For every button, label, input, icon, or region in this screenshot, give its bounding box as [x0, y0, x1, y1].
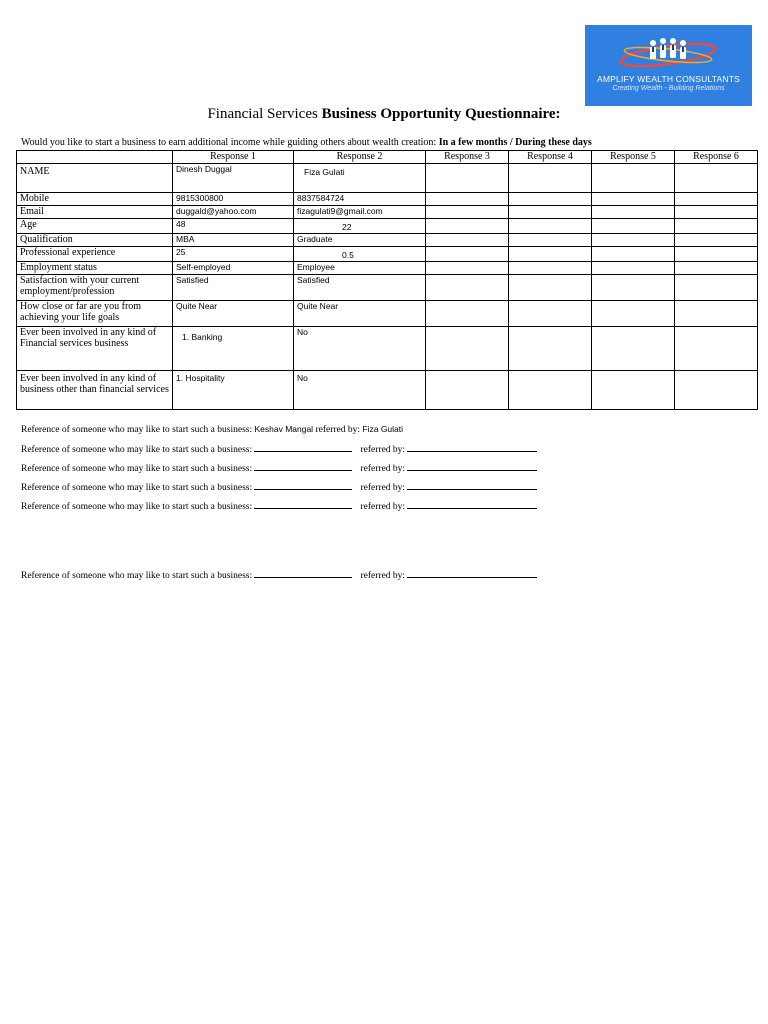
- cell-response-2: Fiza Gulati: [294, 164, 426, 193]
- cell-response-1: duggald@yahoo.com: [173, 206, 294, 219]
- title-part-1: Financial Services: [207, 106, 322, 122]
- reference-blank[interactable]: [254, 481, 352, 490]
- cell-response-6: [675, 371, 758, 410]
- reference-line: [21, 569, 537, 581]
- table-row: [17, 164, 758, 193]
- cell-response-1: 25: [173, 247, 294, 262]
- table-row: [17, 327, 758, 371]
- cell-response-5: [592, 193, 675, 206]
- cell-response-1: 48: [173, 219, 294, 234]
- row-label: Ever been involved in any kind of Financial services business: [17, 327, 173, 371]
- cell-response-4: [509, 247, 592, 262]
- reference-line: [21, 481, 537, 493]
- cell-response-6: [675, 275, 758, 301]
- cell-response-1: 1. Hospitality: [173, 371, 294, 410]
- cell-response-3: [426, 234, 509, 247]
- cell-response-2: 22: [294, 219, 426, 234]
- referred-by-blank[interactable]: [407, 569, 537, 578]
- page-title: [0, 106, 768, 123]
- cell-response-1: 9815300800: [173, 193, 294, 206]
- referred-by-label: referred by:: [360, 483, 408, 493]
- cell-response-2: Graduate: [294, 234, 426, 247]
- table-row: [17, 234, 758, 247]
- reference-line: [21, 462, 537, 474]
- referred-by-blank[interactable]: [407, 462, 537, 471]
- referred-by-blank[interactable]: [407, 481, 537, 490]
- logo-brand-name: AMPLIFY WEALTH CONSULTANTS: [597, 74, 740, 84]
- response-table: [16, 150, 758, 410]
- people-orbit-logo-icon: [617, 33, 720, 77]
- cell-response-5: [592, 219, 675, 234]
- cell-response-4: [509, 206, 592, 219]
- table-row: [17, 206, 758, 219]
- row-label: NAME: [17, 164, 173, 193]
- cell-response-2: Quite Near: [294, 301, 426, 327]
- cell-response-2: No: [294, 371, 426, 410]
- cell-response-2: Satisfied: [294, 275, 426, 301]
- cell-response-3: [426, 275, 509, 301]
- cell-response-1: MBA: [173, 234, 294, 247]
- row-label: How close or far are you from achieving your life goals: [17, 301, 173, 327]
- cell-response-1: Quite Near: [173, 301, 294, 327]
- cell-response-5: [592, 301, 675, 327]
- cell-response-5: [592, 371, 675, 410]
- row-label: Satisfaction with your current employment/profession: [17, 275, 173, 301]
- cell-response-1: Satisfied: [173, 275, 294, 301]
- question-text: Would you like to start a business to earn additional income while guiding others about wealth creation:: [21, 137, 439, 148]
- cell-response-3: [426, 301, 509, 327]
- cell-response-4: [509, 327, 592, 371]
- row-label: Age: [17, 219, 173, 234]
- header-response-1: Response 1: [173, 151, 294, 164]
- table-header-row: [17, 151, 758, 164]
- reference-prefix: Reference of someone who may like to start such a business:: [21, 571, 255, 581]
- cell-response-6: [675, 262, 758, 275]
- referred-by-blank[interactable]: [407, 443, 537, 452]
- cell-response-6: [675, 247, 758, 262]
- cell-response-3: [426, 247, 509, 262]
- table-row: [17, 371, 758, 410]
- header-response-3: Response 3: [426, 151, 509, 164]
- cell-response-5: [592, 327, 675, 371]
- cell-response-5: [592, 262, 675, 275]
- cell-response-4: [509, 275, 592, 301]
- header-blank: [17, 151, 173, 164]
- row-label: Professional experience: [17, 247, 173, 262]
- cell-response-5: [592, 275, 675, 301]
- reference-prefix: Reference of someone who may like to start such a business:: [21, 425, 255, 435]
- row-label: Email: [17, 206, 173, 219]
- cell-response-5: [592, 247, 675, 262]
- referred-by-label: referred by:: [360, 571, 408, 581]
- cell-response-5: [592, 206, 675, 219]
- referred-by-label: referred by:: [313, 425, 363, 435]
- cell-response-6: [675, 234, 758, 247]
- cell-response-6: [675, 301, 758, 327]
- cell-response-2: No: [294, 327, 426, 371]
- cell-response-4: [509, 234, 592, 247]
- row-label: Qualification: [17, 234, 173, 247]
- cell-response-5: [592, 234, 675, 247]
- cell-response-3: [426, 193, 509, 206]
- cell-response-3: [426, 164, 509, 193]
- cell-response-4: [509, 164, 592, 193]
- cell-response-3: [426, 219, 509, 234]
- table-row: [17, 262, 758, 275]
- question-options: In a few months / During these days: [438, 137, 592, 148]
- reference-prefix: Reference of someone who may like to start such a business:: [21, 445, 255, 455]
- cell-response-3: [426, 206, 509, 219]
- reference-name: Keshav Mangal: [254, 424, 314, 434]
- cell-response-4: [509, 262, 592, 275]
- reference-line: [21, 500, 537, 512]
- row-label: Mobile: [17, 193, 173, 206]
- reference-prefix: Reference of someone who may like to start such a business:: [21, 464, 255, 474]
- cell-response-4: [509, 371, 592, 410]
- header-response-4: Response 4: [509, 151, 592, 164]
- cell-response-2: Employee: [294, 262, 426, 275]
- cell-response-2: 0.5: [294, 247, 426, 262]
- table-row: [17, 247, 758, 262]
- reference-blank[interactable]: [254, 569, 352, 578]
- table-row: [17, 219, 758, 234]
- cell-response-1: Self-employed: [173, 262, 294, 275]
- table-row: [17, 193, 758, 206]
- logo-tagline: Creating Wealth - Building Relations: [612, 85, 725, 92]
- row-label: Employment status: [17, 262, 173, 275]
- company-logo: [585, 25, 752, 106]
- cell-response-4: [509, 301, 592, 327]
- header-response-6: Response 6: [675, 151, 758, 164]
- cell-response-1: Dinesh Duggal: [173, 164, 294, 193]
- cell-response-4: [509, 219, 592, 234]
- cell-response-6: [675, 164, 758, 193]
- reference-prefix: Reference of someone who may like to start such a business:: [21, 502, 255, 512]
- cell-response-6: [675, 219, 758, 234]
- title-part-2: Business Opportunity Questionnaire:: [321, 106, 561, 122]
- referred-by-label: referred by:: [360, 445, 408, 455]
- header-response-5: Response 5: [592, 151, 675, 164]
- question-line: [21, 137, 592, 148]
- referred-by-label: referred by:: [360, 502, 408, 512]
- cell-response-6: [675, 193, 758, 206]
- cell-response-3: [426, 262, 509, 275]
- reference-blank[interactable]: [254, 500, 352, 509]
- cell-response-4: [509, 193, 592, 206]
- referred-by-label: referred by:: [360, 464, 408, 474]
- cell-response-3: [426, 371, 509, 410]
- referrer-name: Fiza Gulati: [362, 424, 404, 434]
- reference-blank[interactable]: [254, 443, 352, 452]
- cell-response-1: 1. Banking: [173, 327, 294, 371]
- reference-line-filled: [21, 424, 403, 435]
- reference-blank[interactable]: [254, 462, 352, 471]
- cell-response-3: [426, 327, 509, 371]
- referred-by-blank[interactable]: [407, 500, 537, 509]
- cell-response-5: [592, 164, 675, 193]
- cell-response-2: fizagulati9@gmail.com: [294, 206, 426, 219]
- table-row: [17, 275, 758, 301]
- cell-response-6: [675, 206, 758, 219]
- reference-prefix: Reference of someone who may like to start such a business:: [21, 483, 255, 493]
- cell-response-6: [675, 327, 758, 371]
- reference-line: [21, 443, 537, 455]
- header-response-2: Response 2: [294, 151, 426, 164]
- cell-response-2: 8837584724: [294, 193, 426, 206]
- table-row: [17, 301, 758, 327]
- row-label: Ever been involved in any kind of business other than financial services: [17, 371, 173, 410]
